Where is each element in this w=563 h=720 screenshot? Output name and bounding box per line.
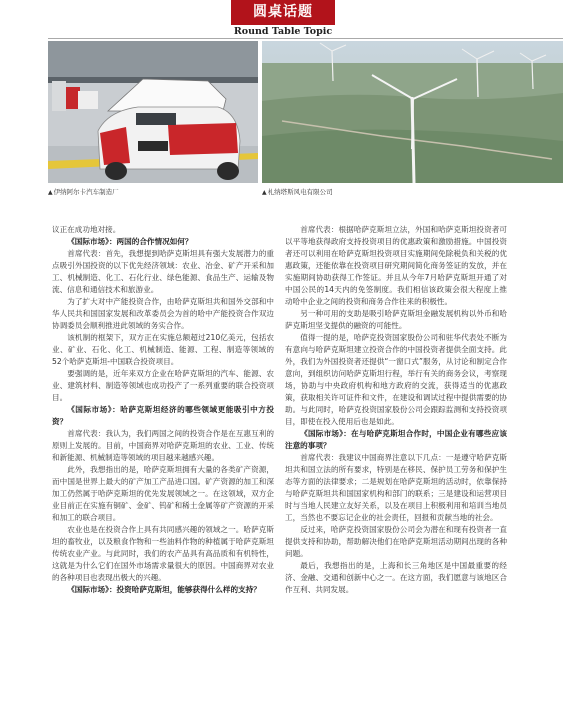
paragraph: 为了扩大对中产能投资合作，由哈萨克斯坦共和国外交部和中华人民共和国国家发展和改革委员会为首的哈中产能投资合作双边协调委员会顺利推进此领域的务实合作。 — [52, 296, 274, 330]
paragraph: 议正在成功地对接。 — [52, 225, 121, 234]
left-photo-caption: ▲伊纳阿尔卡汽车制造厂 — [48, 188, 119, 196]
question: 《国际市场》：哈萨克斯坦经济的哪些领域更能吸引中方投资？ — [52, 404, 274, 426]
header-divider — [48, 38, 563, 39]
paragraph: 值得一提的是，哈萨克投资国家股份公司和驻华代表处不断为有意向与哈萨克斯坦建立投资合作的中国投资者提供全面支持。此外，我们为外国投资者还提供“一窗口式”服务，从讨论和制定合作意向，到组织访问哈萨克斯坦行程，举行有关的商务会议，考察现场，协助与中央政府机构和地方政府的交流，获得适当的优惠政策，获取相关许可证件和文件，在建设和调试过程中提供需要的协助。与此同时，哈萨克投资国家股份公司会跟踪监测和支持投资项目，即使在投入使用后也是如此。 — [285, 332, 507, 426]
paragraph: 反过来，哈萨克投资国家股份公司会为潜在和现有投资者一直提供支持和协助，帮助解决他们在哈萨克斯坦活动期间出现的各种问题。 — [285, 524, 507, 558]
paragraph: 该机制的框架下，双方正在实施总额超过210亿美元，包括农业、矿业、石化、化工、机械制造、能源、工程、制造等领域的52个哈萨克斯坦-中国联合投资项目。 — [52, 332, 274, 366]
triangle-bullet-icon: ▲ — [48, 189, 53, 196]
paragraph: 首席代表：根据哈萨克斯坦立法，外国和哈萨克斯坦投资者可以平等地获得政府支持投资项目的优惠政策和激励措施。中国投资者还可以利用在哈萨克斯坦投资项目实施期间免除税负和关税的优惠政策，还能依靠在投资项目研究期间简化商务签证的发放，并在实施期间协助获得工作签证。并且从今年7月哈萨克斯坦开通了对中国公民的14天内的免签制度。我们相信该政策会很大程度上推动哈中企业之间的投资和商务合作往来的积极性。 — [285, 225, 507, 306]
paragraph: 农业也是在投资合作上具有共同感兴趣的领域之一。哈萨克斯坦的畜牧业，以及粮食作物和一些油料作物的种植属于哈萨克斯坦传统农业产业。与此同时，我们的农产品具有高品质和有机特性，这就是为什么它们在国外市场需求量很大的原因。中国商界对农业的各种项目也表现出极大的兴趣。 — [52, 524, 274, 582]
right-photo-caption: ▲札纳塔斯风电有限公司 — [262, 188, 333, 196]
question: 《国际市场》：投资哈萨克斯坦，能够获得什么样的支持？ — [67, 584, 261, 594]
paragraph: 要强调的是，近年来双方企业在哈萨克斯坦的汽车、能源、农业、建筑材料、制造等领域也成功投产了一系列重要的联合投资项目。 — [52, 368, 274, 402]
car-factory-photo — [48, 41, 258, 183]
paragraph: 此外，我想指出的是，哈萨克斯坦拥有大量的各类矿产资源，而中国是世界上最大的矿产加工产品进口国。矿产资源的加工和深加工仍然属于哈萨克斯坦的优先发展领域之一。在这领域，双方企业目前正在实施有铜矿、金矿、钨矿和稀土金属等矿产资源的开采和加工的联合项目。 — [52, 464, 274, 522]
paragraph: 首席代表：我认为，我们两国之间的投资合作是在互惠互利的原则上发展的。目前，中国商界对哈萨克斯坦的农业、工业、传统和新能源、机械制造等领域的项目越来越感兴趣。 — [52, 428, 274, 462]
question: 《国际市场》：两国的合作情况如何？ — [67, 236, 193, 246]
triangle-bullet-icon: ▲ — [262, 189, 267, 196]
paragraph: 最后，我想指出的是，上海和长三角地区是中国最重要的经济、金融、交通和创新中心之一。在这方面，我们愿意与该地区合作互利、共同发展。 — [285, 560, 507, 594]
section-subtitle: Round Table Topic — [233, 26, 333, 37]
question: 《国际市场》：在与哈萨克斯坦合作时，中国企业有哪些应该注意的事项？ — [285, 428, 507, 450]
paragraph: 首席代表：首先，我想提到哈萨克斯坦具有强大发展潜力的重点吸引外国投资的以下优先经济领域：农业、冶金、矿产开采和加工、机械制造、化工、石化行业、绿色能源、食品生产、运输及物流、信息和通信技术和旅游业。 — [52, 248, 274, 294]
section-title-tab: 圆桌话题 — [231, 0, 335, 25]
article-column-right — [285, 224, 507, 596]
article-column-left — [52, 224, 274, 596]
paragraph: 另一种可用的支助是吸引哈萨克斯坦金融发展机构以外币和哈萨克斯坦坚戈提供的融资的可能性。 — [285, 308, 507, 330]
wind-farm-photo — [262, 41, 563, 183]
paragraph: 首席代表：我建议中国商界注意以下几点：一是遵守哈萨克斯坦共和国立法的所有要求，特别是在移民、保护员工劳务和保护生态等方面的法律要求；二是规划在哈萨克斯坦的活动时，依靠保持与哈萨克斯坦共和国国家机构和部门的联系；三是建设和运营项目时与当地人民建立友好关系，以及在项目上积极利用和培训当地员工，当然也不要忘记企业的社会责任，回报和贡献当地的社会。 — [285, 452, 507, 522]
